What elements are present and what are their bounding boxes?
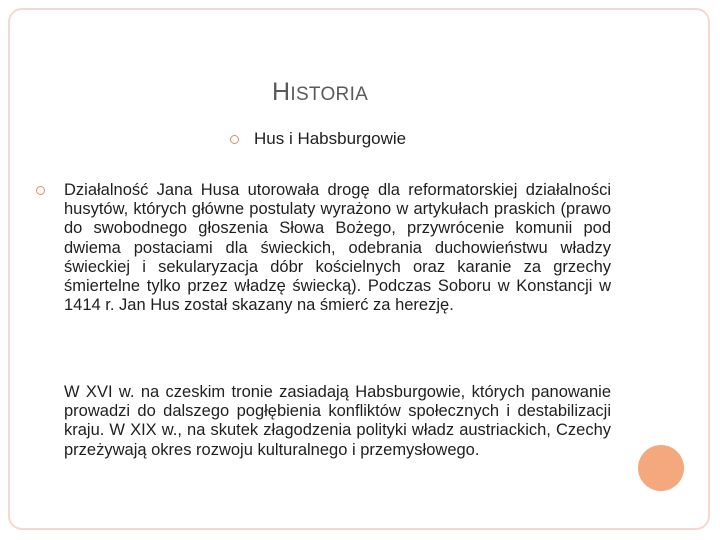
slide-subtitle: Hus i Habsburgowie <box>254 129 407 148</box>
title-rest: ISTORIA <box>290 84 369 105</box>
decorative-accent-circle <box>638 445 684 491</box>
paragraph-hus: Działalność Jana Husa utorowała drogę dla reformatorskiej działalności husytów, których główne postulaty wyrażono w artykułach praskich (prawo do swobodnego głoszenia Słowa Bożego, przywrócenie komunii pod dwiema postaciami dla świeckich, odebrania duchowieństwu władzy świeckiej i sekularyzacja dóbr kościelnych oraz karanie za grzechy śmiertelne tylko przez władzę świecką). Podczas Soboru w Konstancji w 1414 r. Jan Hus został skazany na śmierć za herezję. <box>64 181 611 315</box>
bullet-icon <box>230 135 239 144</box>
slide-title <box>272 78 368 107</box>
bullet-icon <box>36 186 45 195</box>
paragraph-habsburgs: W XVI w. na czeskim tronie zasiadają Habsburgowie, których panowanie prowadzi do dalszego pogłębienia konfliktów społecznych i destabilizacji kraju. W XIX w., na skutek złagodzenia polityki władz austriackich, Czechy przeżywają okres rozwoju kulturalnego i przemysłowego. <box>64 383 611 459</box>
title-initial: H <box>272 78 291 106</box>
